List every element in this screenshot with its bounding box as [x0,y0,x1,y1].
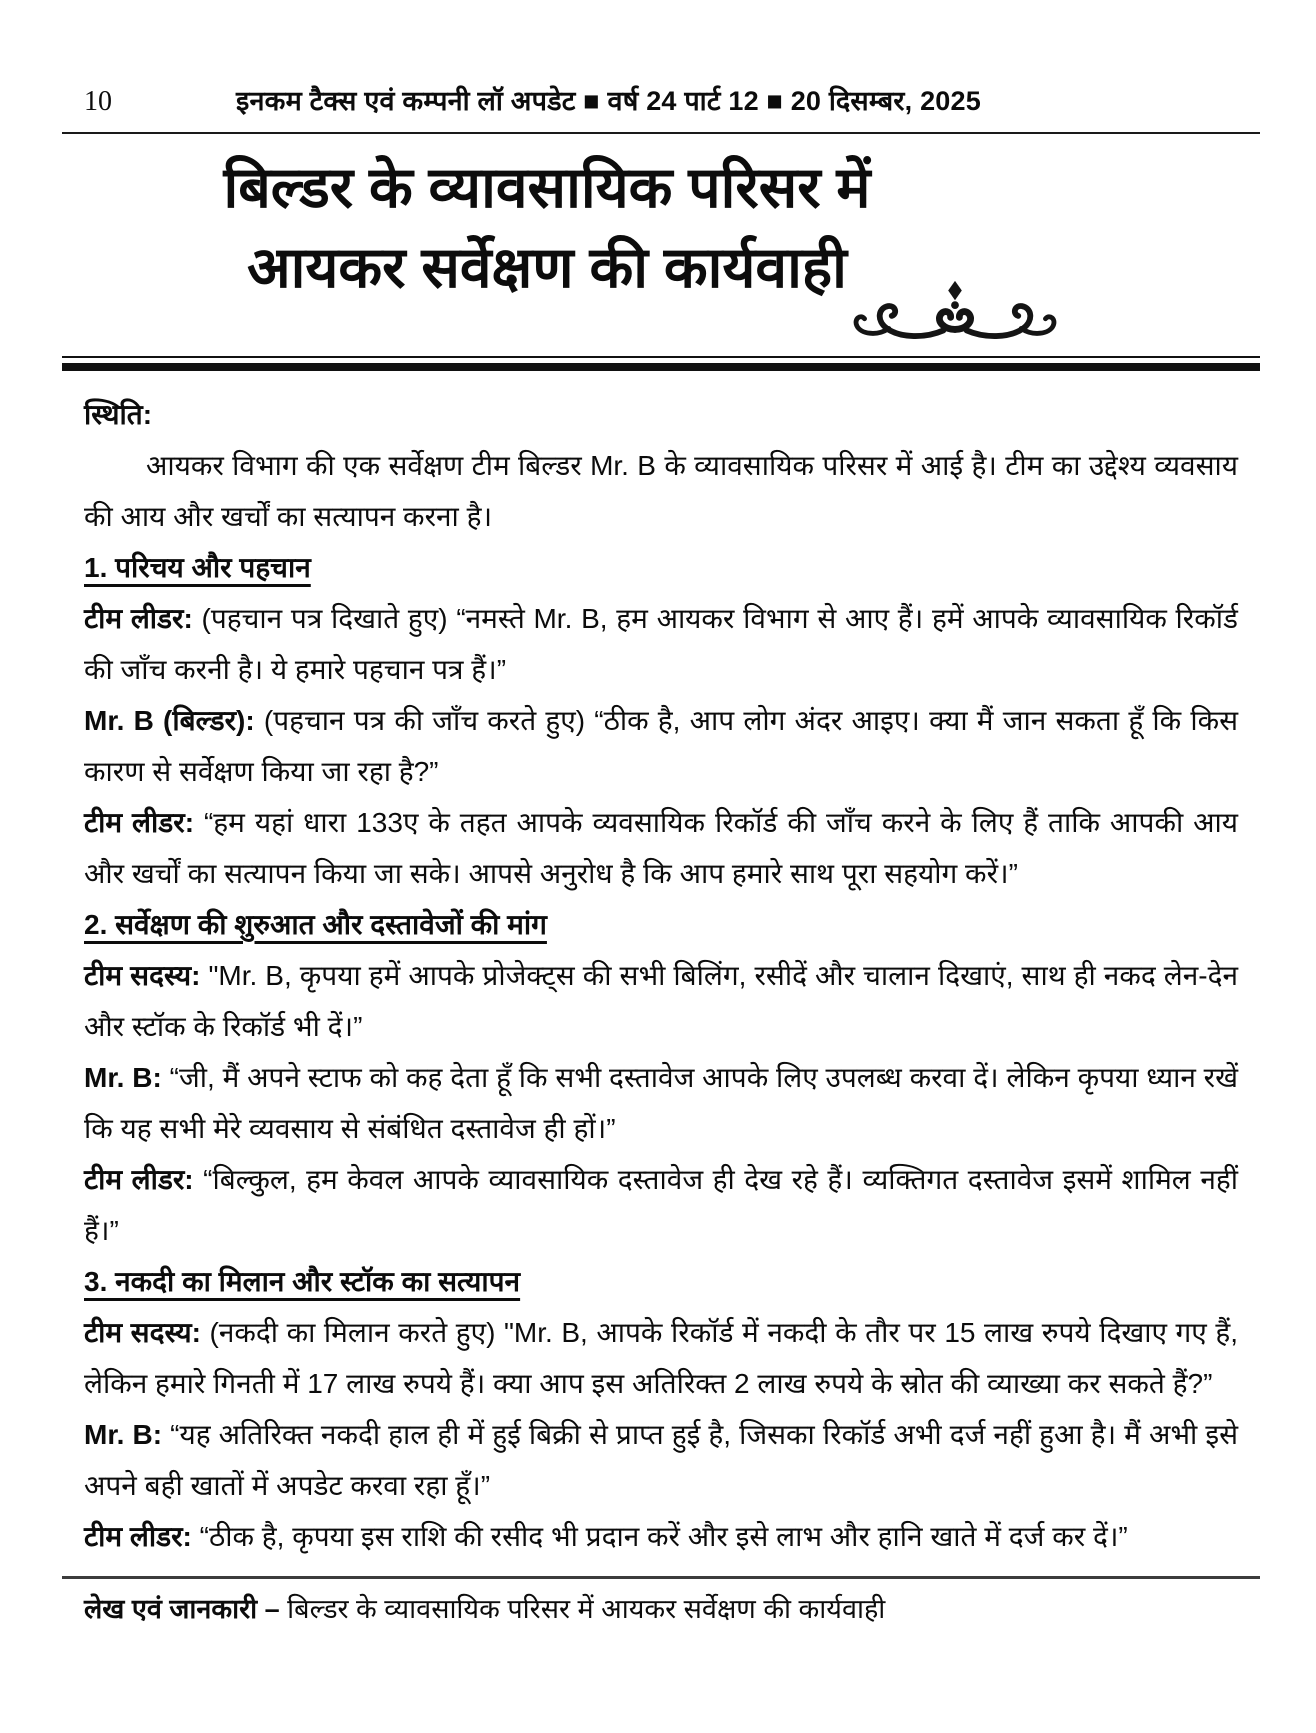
speaker-label: टीम लीडर: [84,807,195,838]
dialogue-paragraph [84,1154,1238,1256]
title-divider-thick-line [62,363,1260,371]
article-body [84,389,1238,1562]
speaker-label: टीम सदस्य: [84,1317,201,1348]
speaker-label: Mr. B: [84,1419,163,1450]
dialogue-text: (नकदी का मिलान करते हुए) "Mr. B, आपके रिकॉर्ड में नकदी के तौर पर 15 लाख रुपये दिखाए गए हैं, लेकिन हमारे गिनती में 17 लाख रुपये हैं। क्या आप इस अतिरिक्त 2 लाख रुपये के स्रोत की व्याख्या कर सकते हैं?” [84,1317,1239,1399]
flourish-ornament-icon [848,278,1062,342]
speaker-label: टीम सदस्य: [84,960,201,991]
journal-header-line: इनकम टैक्स एवं कम्पनी लॉ अपडेट ■ वर्ष 24 पार्ट 12 ■ 20 दिसम्बर, 2025 [236,86,981,116]
page-number: 10 [84,86,112,117]
section-heading-2: 2. सर्वेक्षण की शुरुआत और दस्तावेजों की मांग [84,909,547,940]
intro-heading: स्थिति: [84,399,153,430]
dialogue-paragraph [84,1052,1238,1154]
dialogue-text: “जी, मैं अपने स्टाफ को कह देता हूँ कि सभी दस्तावेज आपके लिए उपलब्ध करवा दें। लेकिन कृपया ध्यान रखें कि यह सभी मेरे व्यवसाय से संबंधित दस्तावेज ही हों।” [84,1062,1239,1144]
footer-rule [62,1576,1260,1579]
article-title-line2: आयकर सर्वेक्षण की कार्यवाही [247,236,847,300]
header-rule [62,132,1260,134]
speaker-label: टीम लीडर: [84,603,193,634]
footer-label: लेख एवं जानकारी – [84,1594,280,1624]
section-heading-1: 1. परिचय और पहचान [84,552,311,583]
dialogue-text: "Mr. B, कृपया हमें आपके प्रोजेक्ट्स की सभी बिलिंग, रसीदें और चालान दिखाएं, साथ ही नकद लेन-देन और स्टॉक के रिकॉर्ड भी दें।” [84,960,1239,1042]
intro-paragraph: आयकर विभाग की एक सर्वेक्षण टीम बिल्डर Mr. B के व्यावसायिक परिसर में आई है। टीम का उद्देश्य व्यवसाय की आय और खर्चों का सत्यापन करना है। [84,450,1238,532]
dialogue-text: “ठीक है, कृपया इस राशि की रसीद भी प्रदान करें और इसे लाभ और हानि खाते में दर्ज कर दें।” [199,1521,1128,1552]
dialogue-text: (पहचान पत्र दिखाते हुए) “नमस्ते Mr. B, हम आयकर विभाग से आए हैं। हमें आपके व्यावसायिक रिकॉर्ड की जाँच करनी है। ये हमारे पहचान पत्र हैं।” [84,603,1238,685]
title-divider-thin-line [62,356,1260,358]
dialogue-paragraph [84,950,1238,1052]
title-divider [62,356,1260,371]
dialogue-paragraph [84,1511,1238,1562]
dialogue-paragraph [84,593,1238,695]
dialogue-text: (पहचान पत्र की जाँच करते हुए) “ठीक है, आप लोग अंदर आइए। क्या मैं जान सकता हूँ कि किस कारण से सर्वेक्षण किया जा रहा है?” [84,705,1239,787]
article-title-line1: बिल्डर के व्यावसायिक परिसर में [223,156,871,220]
speaker-label: टीम लीडर: [84,1164,194,1195]
dialogue-paragraph [84,1409,1238,1511]
footer-text: बिल्डर के व्यावसायिक परिसर में आयकर सर्वेक्षण की कार्यवाही [287,1594,886,1624]
footer-line [84,1587,1238,1631]
dialogue-text: “बिल्कुल, हम केवल आपके व्यावसायिक दस्तावेज ही देख रहे हैं। व्यक्तिगत दस्तावेज इसमें शामिल नहीं हैं।” [84,1164,1238,1246]
running-header [84,84,1238,119]
speaker-label: Mr. B: [84,1062,162,1093]
dialogue-paragraph [84,797,1238,899]
section-heading-3: 3. नकदी का मिलान और स्टॉक का सत्यापन [84,1266,521,1297]
dialogue-paragraph [84,695,1238,797]
speaker-label: टीम लीडर: [84,1521,192,1552]
dialogue-text: “हम यहां धारा 133ए के तहत आपके व्यवसायिक रिकॉर्ड की जाँच करने के लिए हैं ताकि आपकी आय और खर्चों का सत्यापन किया जा सके। आपसे अनुरोध है कि आप हमारे साथ पूरा सहयोग करें।” [84,807,1238,889]
speaker-label: Mr. B (बिल्डर): [84,705,255,736]
dialogue-paragraph [84,1307,1238,1409]
dialogue-text: “यह अतिरिक्त नकदी हाल ही में हुई बिक्री से प्राप्त हुई है, जिसका रिकॉर्ड अभी दर्ज नहीं हुआ है। मैं अभी इसे अपने बही खातों में अपडेट करवा रहा हूँ।” [84,1419,1239,1501]
